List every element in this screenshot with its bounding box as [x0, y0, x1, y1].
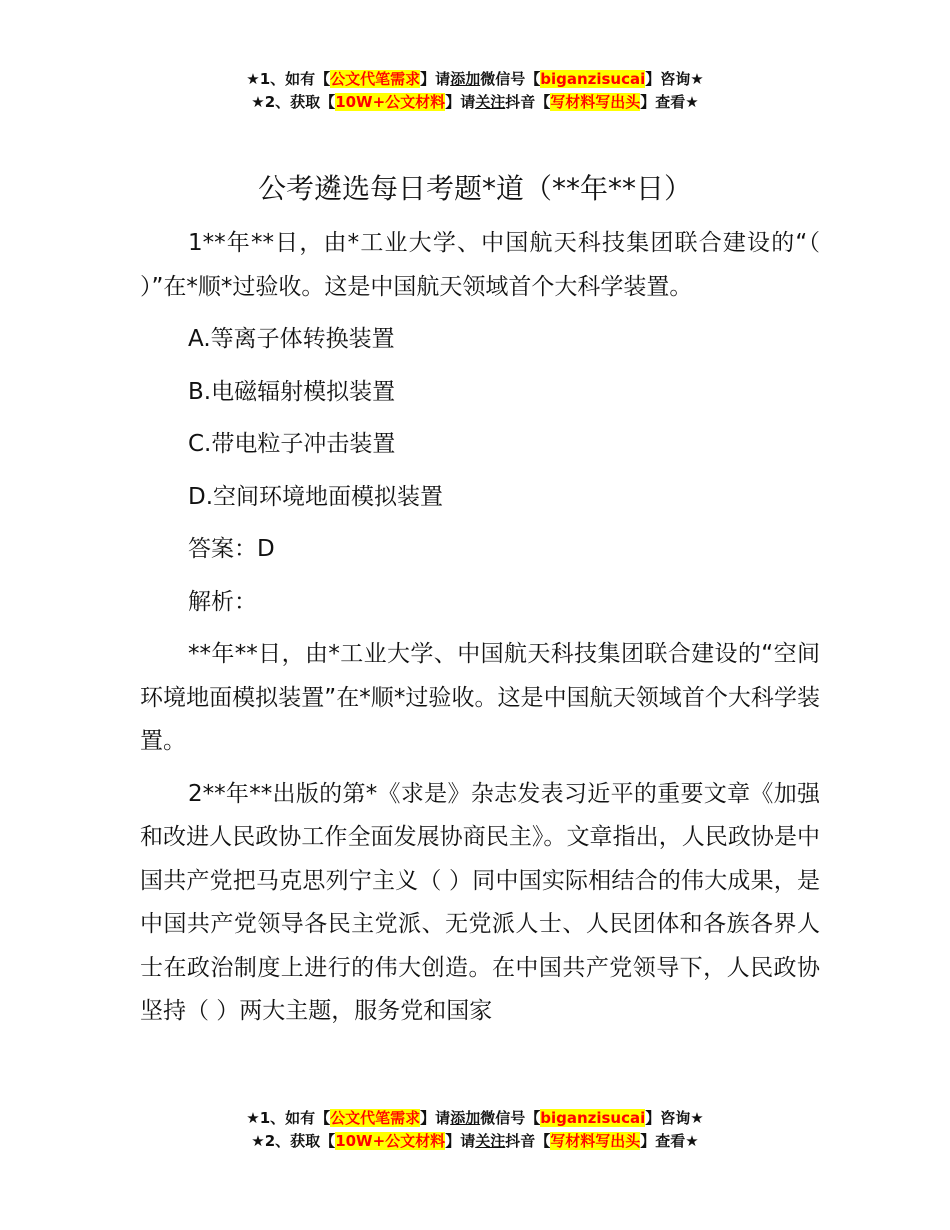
highlight-text: 10W+公文材料 — [335, 93, 446, 111]
highlight-text: 写材料写出头 — [550, 1132, 641, 1150]
header-line-2 — [0, 91, 950, 114]
footer-text: 】查看★ — [640, 1132, 699, 1150]
footer-text: 微信号【 — [480, 1109, 541, 1127]
header-line-1 — [0, 68, 950, 91]
footer-text: ★1、如有【 — [246, 1109, 331, 1127]
header-text: 】请 — [420, 70, 451, 88]
header-text: 抖音【 — [505, 93, 551, 111]
answer: 答案：D — [188, 536, 275, 562]
option-d: D.空间环境地面模拟装置 — [188, 483, 444, 510]
footer-text: ★2、获取【 — [251, 1132, 336, 1150]
option-c: C.带电粒子冲击装置 — [188, 431, 396, 457]
analysis-label: 解析： — [188, 588, 257, 615]
underlined-text: 添加 — [450, 70, 481, 88]
highlight-text: 写材料写出头 — [550, 93, 641, 111]
header-text: ★2、获取【 — [251, 93, 336, 111]
header-text: 微信号【 — [480, 70, 541, 88]
footer-text: 】请 — [445, 1132, 476, 1150]
header-text: 】查看★ — [640, 93, 699, 111]
footer-text: 抖音【 — [505, 1132, 551, 1150]
question-2-stem: 2**年**出版的第*《求是》杂志发表习近平的重要文章《加强和改进人民政协工作全面发展协商民主》。文章指出，人民政协是中国共产党把马克思列宁主义（ ）同中国实际相结合的伟大成果，是中国共产党领导各民主党派、无党派人士、人民团体和各族各界人士在政治制度上进行的伟大创造。在中国共产党领导下，人民政协坚持（ ）两大主题，服务党和国家 — [140, 780, 820, 1024]
header-text: ★1、如有【 — [246, 70, 331, 88]
footer-text: 】请 — [420, 1109, 451, 1127]
analysis-text: **年**日，由*工业大学、中国航天科技集团联合建设的“空间环境地面模拟装置”在*顺*过验收。这是中国航天领域首个大科学装置。 — [140, 641, 820, 754]
footer-text: 】咨询★ — [645, 1109, 704, 1127]
footer-line-1 — [0, 1107, 950, 1130]
option-b: B.电磁辐射模拟装置 — [188, 378, 396, 405]
question-1-stem: 1**年**日，由*工业大学、中国航天科技集团联合建设的“（ ）”在*顺*过验收。这是中国航天领域首个大科学装置。 — [140, 230, 820, 300]
underlined-text: 关注 — [475, 1132, 506, 1150]
header-text: 】请 — [445, 93, 476, 111]
highlight-text: biganzisucai — [540, 1109, 646, 1127]
underlined-text: 添加 — [450, 1109, 481, 1127]
document-title: 公考遴选每日考题*道（**年**日） — [257, 172, 692, 205]
underlined-text: 关注 — [475, 93, 506, 111]
document-body — [140, 222, 820, 1034]
highlight-text: 公文代笔需求 — [330, 1109, 421, 1127]
footer-line-2 — [0, 1130, 950, 1153]
highlight-text: 10W+公文材料 — [335, 1132, 446, 1150]
option-a: A.等离子体转换装置 — [188, 326, 395, 352]
header-text: 】咨询★ — [645, 70, 704, 88]
highlight-text: biganzisucai — [540, 70, 646, 88]
highlight-text: 公文代笔需求 — [330, 70, 421, 88]
